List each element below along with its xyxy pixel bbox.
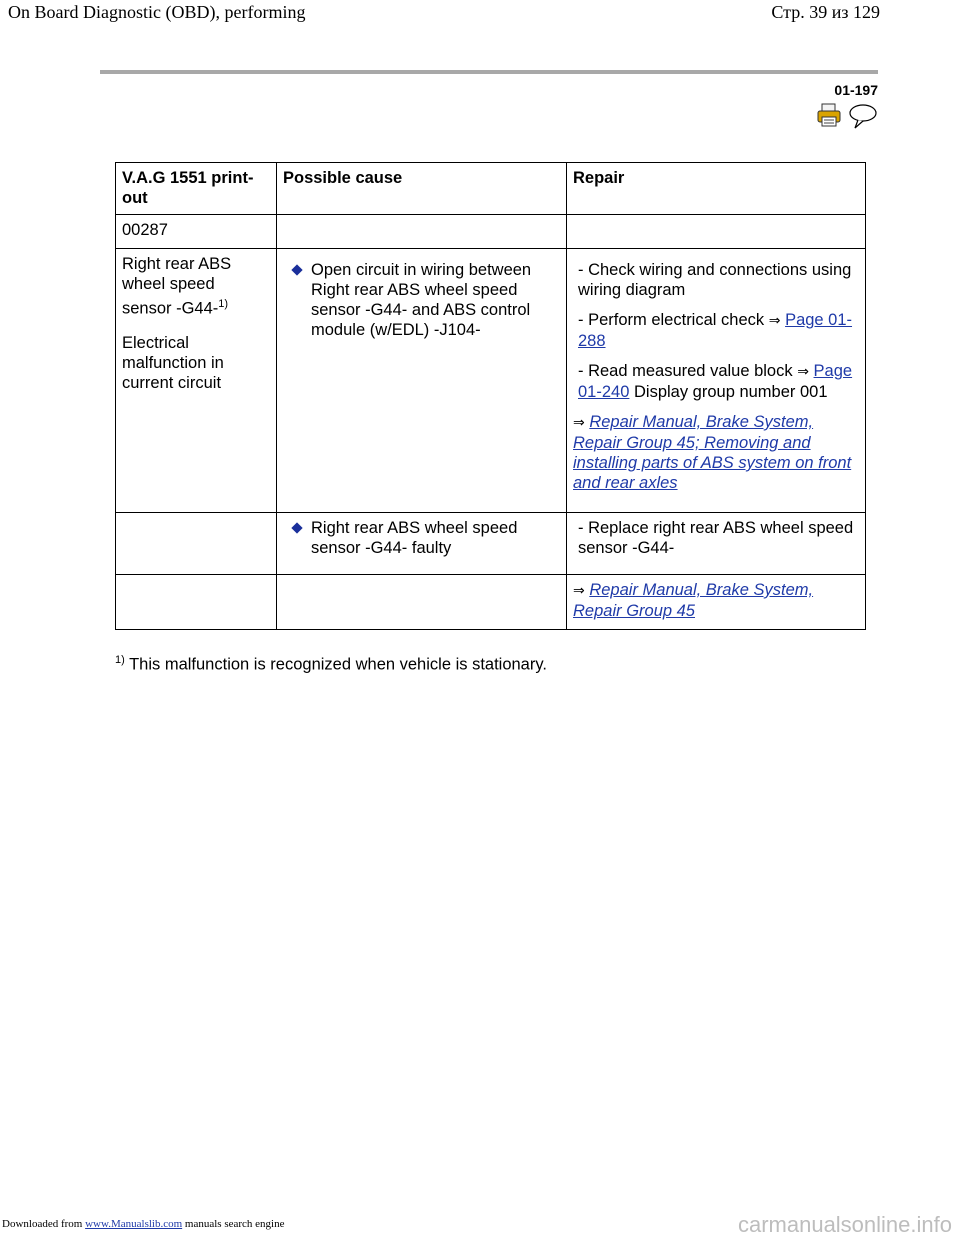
table-row	[116, 249, 866, 513]
arrow-icon: ⇒	[768, 313, 781, 329]
cause-item	[283, 518, 560, 558]
repair-step: - Check wiring and connections using wiring diagram	[578, 261, 852, 299]
print-icon[interactable]	[816, 102, 842, 133]
page-link[interactable]: Page 01-240	[578, 362, 853, 401]
page-counter: Стр. 39 из 129	[771, 2, 880, 22]
document-title: On Board Diagnostic (OBD), performing	[8, 2, 306, 22]
cause-cell	[277, 513, 567, 575]
table-header-row	[116, 163, 866, 215]
printout-cell	[116, 249, 277, 513]
download-footer	[2, 1218, 284, 1230]
table-row	[116, 575, 866, 630]
repair-step: - Replace right rear ABS wheel speed sensor -G44-	[578, 519, 854, 557]
footnote-text: This malfunction is recognized when vehicle is stationary.	[129, 655, 547, 674]
empty-cell	[277, 215, 567, 249]
repair-step-suffix: Display group number 001	[633, 383, 828, 401]
printout-line-1: Right rear ABS wheel speed	[122, 255, 232, 293]
empty-cell	[116, 513, 277, 575]
empty-cell	[116, 575, 277, 630]
manualslib-link[interactable]: www.Manualslib.com	[85, 1218, 183, 1230]
arrow-icon: ⇒	[797, 364, 809, 380]
footnote	[115, 654, 547, 675]
fault-code-table	[115, 162, 866, 630]
repair-step	[578, 361, 859, 402]
repair-cell	[567, 513, 866, 575]
cause-item	[283, 254, 560, 340]
repair-step-text: - Perform electrical check	[578, 311, 765, 329]
table-row	[116, 215, 866, 249]
toolbar-icons	[816, 102, 878, 130]
top-divider	[100, 70, 878, 74]
footnote-mark: 1)	[115, 654, 125, 666]
repair-step-text: - Read measured value block	[578, 362, 793, 380]
cause-text: Right rear ABS wheel speed sensor -G44- faulty	[311, 519, 518, 557]
comment-icon[interactable]	[848, 102, 878, 135]
column-header-printout: V.A.G 1551 print-out	[116, 163, 277, 215]
fault-code: 00287	[116, 215, 277, 249]
bullet-icon	[291, 522, 302, 533]
arrow-icon: ⇒	[573, 583, 585, 599]
cause-cell	[277, 249, 567, 513]
printout-line-2	[122, 294, 270, 319]
footer-prefix: Downloaded from	[2, 1218, 83, 1230]
table-row	[116, 513, 866, 575]
column-header-repair: Repair	[567, 163, 866, 215]
watermark: carmanualsonline.info	[737, 1212, 952, 1237]
repair-manual-ref	[573, 412, 859, 493]
column-header-cause: Possible cause	[277, 163, 567, 215]
arrow-icon: ⇒	[573, 415, 585, 431]
repair-cell	[567, 575, 866, 630]
printout-sensor: sensor -G44-	[122, 299, 219, 318]
page-link[interactable]: Page 01-288	[578, 311, 853, 350]
cause-text: Open circuit in wiring between Right rear ABS wheel speed sensor -G44- and ABS control module (w/EDL) -J104-	[311, 261, 532, 339]
repair-manual-ref	[573, 580, 859, 621]
repair-manual-link[interactable]: Repair Manual, Brake System, Repair Group 45; Removing and installing parts of ABS system on front and rear axles	[573, 413, 852, 492]
repair-step	[578, 310, 859, 351]
repair-cell	[567, 249, 866, 513]
empty-cell	[277, 575, 567, 630]
printout-description: Electrical malfunction in current circuit	[122, 333, 224, 392]
repair-manual-link[interactable]: Repair Manual, Brake System, Repair Group 45	[573, 581, 814, 620]
footer-suffix: manuals search engine	[184, 1218, 285, 1230]
page-number: 01-197	[834, 82, 878, 98]
empty-cell	[567, 215, 866, 249]
footnote-ref: 1)	[218, 298, 229, 310]
bullet-icon	[291, 264, 302, 275]
